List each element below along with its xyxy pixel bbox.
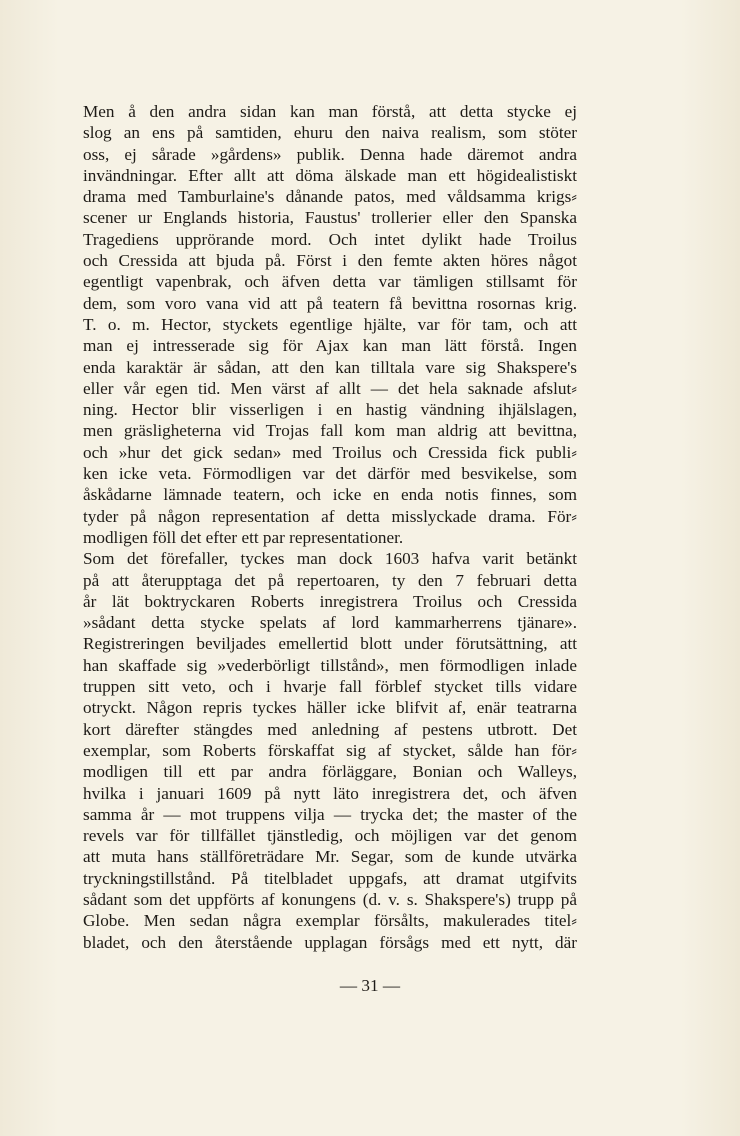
text-line: åskådarne lämnade teatern, och icke en enda notis finnes, som bbox=[83, 485, 577, 505]
text-line: oss, ej sårade »gårdens» publik. Denna hade däremot andra bbox=[83, 144, 577, 164]
text-line: Som det förefaller, tyckes man dock 1603 hafva varit betänkt bbox=[83, 549, 577, 569]
text-line: och Cressida att bjuda på. Först i den femte akten höres något bbox=[83, 251, 577, 271]
text-line: sådant som det uppförts af konungens (d. v. s. Shakspere's) trupp på bbox=[83, 889, 577, 909]
page-number: — 31 — bbox=[339, 976, 401, 995]
text-line: exemplar, som Roberts förskaffat sig af stycket, sålde han för⸗ bbox=[83, 740, 577, 760]
text-line: eller vår egen tid. Men värst af allt — det hela saknade afslut⸗ bbox=[83, 378, 577, 398]
text-line: egentligt vapenbrak, och äfven detta var tämligen stillsamt för bbox=[83, 272, 577, 292]
text-line: »sådant detta stycke spelats af lord kammarherrens tjänare». bbox=[83, 613, 577, 633]
text-line: på att återupptaga det på repertoaren, ty den 7 februari detta bbox=[83, 570, 577, 590]
text-line: T. o. m. Hector, styckets egentlige hjälte, var för tam, och att bbox=[83, 314, 577, 334]
text-line: ken icke veta. Förmodligen var det därför med besvikelse, som bbox=[83, 464, 577, 484]
text-line: år lät boktryckaren Roberts inregistrera Troilus och Cressida bbox=[83, 591, 577, 611]
text-line: men gräsligheterna vid Trojas fall kom man aldrig att bevittna, bbox=[83, 421, 577, 441]
text-line: Registreringen beviljades emellertid blott under förutsättning, att bbox=[83, 634, 577, 654]
text-line: man ej intresserade sig för Ajax kan man lätt förstå. Ingen bbox=[83, 336, 577, 356]
text-line: han skaffade sig »vederbörligt tillstånd», men förmodligen inlade bbox=[83, 655, 577, 675]
text-line: ning. Hector blir visserligen i en hastig vändning ihjälslagen, bbox=[83, 400, 577, 420]
text-line: bladet, och den återstående upplagan försågs med ett nytt, där bbox=[83, 932, 577, 952]
text-line: tryckningstillstånd. På titelbladet uppgafs, att dramat utgifvits bbox=[83, 868, 577, 888]
text-line: dem, som voro vana vid att på teatern få bevittna rosornas krig. bbox=[83, 293, 577, 313]
text-line: enda karaktär är sådan, att den kan tilltala vare sig Shakspere's bbox=[83, 357, 577, 377]
text-line: Globe. Men sedan några exemplar försålts, makulerades titel⸗ bbox=[83, 911, 577, 931]
text-line: Men å den andra sidan kan man förstå, att detta stycke ej bbox=[83, 102, 577, 121]
text-line: scener ur Englands historia, Faustus' trollerier eller den Spanska bbox=[83, 208, 577, 228]
text-line: revels var för tillfället tjänstledig, och möjligen var det genom bbox=[83, 826, 577, 846]
text-line: och »hur det gick sedan» med Troilus och Cressida fick publi⸗ bbox=[83, 442, 577, 462]
text-line: invändningar. Efter allt att döma älskade man ett högidealistiskt bbox=[83, 165, 577, 185]
text-line: hvilka i januari 1609 på nytt läto inregistrera det, och äfven bbox=[83, 783, 577, 803]
text-line: att muta hans ställföreträdare Mr. Segar, som de kunde utvärka bbox=[83, 847, 577, 867]
text-line: tyder på någon representation af detta misslyckade drama. För⸗ bbox=[83, 506, 577, 526]
text-line: drama med Tamburlaine's dånande patos, med våldsamma krigs⸗ bbox=[83, 187, 577, 207]
text-line: Tragediens upprörande mord. Och intet dylikt hade Troilus bbox=[83, 229, 577, 249]
text-line: slog an ens på samtiden, ehuru den naiva realism, som stöter bbox=[83, 123, 577, 143]
body-text bbox=[83, 101, 577, 953]
text-line: otryckt. Någon repris tyckes häller icke blifvit af, enär teatrarna bbox=[83, 698, 577, 718]
text-line: truppen sitt veto, och i hvarje fall förblef stycket tills vidare bbox=[83, 677, 577, 697]
text-line: modligen till ett par andra förläggare, Bonian och Walleys, bbox=[83, 762, 577, 782]
text-line: modligen föll det efter ett par representationer. bbox=[83, 527, 404, 547]
text-line: kort därefter stängdes med anledning af pestens utbrott. Det bbox=[83, 719, 577, 739]
text-line: samma år — mot truppens vilja — trycka det; the master of the bbox=[83, 804, 577, 824]
